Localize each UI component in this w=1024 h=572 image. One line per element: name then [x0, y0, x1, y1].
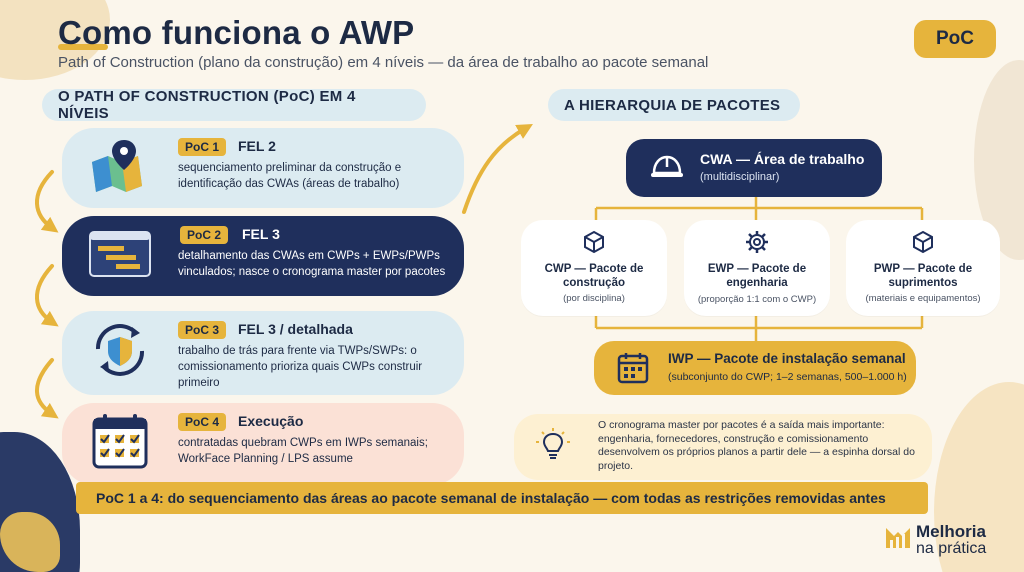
- level-phase: Execução: [238, 413, 304, 429]
- level-phase: FEL 2: [238, 138, 276, 154]
- page-subtitle: Path of Construction (plano da construção) em 4 níveis — da área de trabalho ao pacote semanal: [58, 54, 709, 71]
- page-title: Como funciona o AWP: [58, 14, 415, 51]
- brand-mark-icon: [884, 524, 912, 550]
- level-description: contratadas quebram CWPs em IWPs semanais; WorkFace Planning / LPS assume: [178, 437, 428, 465]
- calendar-icon: [616, 351, 650, 385]
- ewp-title: EWP — Pacote de engenharia: [707, 263, 807, 289]
- cwp-title: CWP — Pacote de construção: [544, 263, 644, 289]
- summary-banner: PoC 1 a 4: do sequenciamento das áreas ao pacote semanal de instalação — com todas as restrições removidas antes: [76, 482, 928, 514]
- gantt-chart-icon: [88, 226, 152, 284]
- pwp-card: [846, 220, 1000, 316]
- cwa-box: [626, 139, 882, 197]
- level-tag: PoC 1: [178, 138, 226, 156]
- insight-text: O cronograma master por pacotes é a saída mais importante: engenharia, fornecedores, construção e comissionamento desenvolvem os próprios planos a partir dele — a espinha dorsal do projeto.: [598, 419, 915, 472]
- section-title-package-hierarchy: A HIERARQUIA DE PACOTES: [548, 89, 800, 121]
- arrow-poc1-to-poc2: [37, 172, 52, 228]
- poc-level-3: [62, 311, 464, 395]
- arrow-to-hierarchy: [464, 128, 526, 212]
- map-pin-icon: [88, 138, 152, 196]
- insight-note: [514, 414, 932, 480]
- level-phase: FEL 3 / detalhada: [238, 321, 353, 337]
- level-tag: PoC 3: [178, 321, 226, 339]
- iwp-subtitle: (subconjunto do CWP; 1–2 semanas, 500–1.000 h): [668, 371, 907, 383]
- pwp-subtitle: (materiais e equipamentos): [865, 293, 981, 304]
- poc-level-1: [62, 128, 464, 208]
- cwp-subtitle: (por disciplina): [563, 293, 625, 304]
- cwa-subtitle: (multidisciplinar): [700, 171, 780, 183]
- cwp-card: [521, 220, 667, 316]
- cycle-shield-icon: [88, 321, 152, 379]
- section-title-poc-levels: O PATH OF CONSTRUCTION (PoC) EM 4 NÍVEIS: [42, 89, 426, 121]
- level-description: sequenciamento preliminar da construção e identificação das CWAs (áreas de trabalho): [178, 162, 402, 190]
- cwa-title: CWA — Área de trabalho: [700, 151, 865, 167]
- brand-tagline: na prática: [916, 540, 987, 557]
- level-description: detalhamento das CWAs em CWPs + EWPs/PWPs vinculados; nasce o cronograma master por pacotes: [178, 250, 446, 278]
- poc-level-2: [62, 216, 464, 296]
- arrow-poc3-to-poc4: [37, 360, 52, 414]
- level-phase: FEL 3: [242, 226, 280, 242]
- iwp-box: [594, 341, 916, 395]
- level-description: trabalho de trás para frente via TWPs/SWPs: o comissionamento prioriza quais CWPs construir primeiro: [178, 345, 423, 389]
- calendar-check-icon: [88, 413, 152, 471]
- box-icon: [582, 230, 606, 254]
- level-tag: PoC 2: [180, 226, 228, 244]
- iwp-title: IWP — Pacote de instalação semanal: [668, 351, 906, 366]
- brand-name: Melhoria: [916, 522, 986, 541]
- hard-hat-icon: [650, 151, 684, 181]
- pwp-title: PWP — Pacote de suprimentos: [873, 263, 973, 289]
- gear-icon: [745, 230, 769, 254]
- poc-badge: PoC: [914, 20, 996, 58]
- arrow-poc2-to-poc3: [37, 266, 52, 322]
- poc-level-4: [62, 403, 464, 485]
- ewp-subtitle: (proporção 1:1 com o CWP): [697, 294, 817, 305]
- level-tag: PoC 4: [178, 413, 226, 431]
- lightbulb-icon: [536, 428, 570, 462]
- ewp-card: [684, 220, 830, 316]
- box-icon: [911, 230, 935, 254]
